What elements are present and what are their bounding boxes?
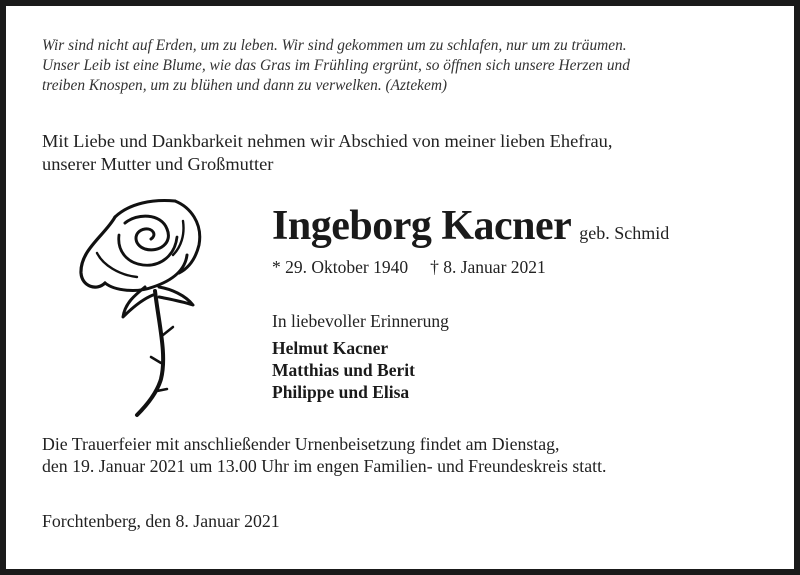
place-and-date: Forchtenberg, den 8. Januar 2021	[42, 511, 280, 531]
poem-line: Wir sind nicht auf Erden, um zu leben. Wir sind gekommen um zu schlafen, nur um zu träumen.	[42, 37, 627, 54]
memory-heading: In liebevoller Erinnerung	[272, 311, 449, 331]
mourners-list	[272, 337, 415, 403]
mourner-name: Philippe und Elisa	[272, 382, 410, 402]
rose-icon	[75, 195, 210, 420]
farewell-intro	[42, 130, 612, 176]
poem-line: Unser Leib ist eine Blume, wie das Gras im Frühling ergrünt, so öffnen sich unsere Herzen und	[42, 57, 630, 74]
intro-line: unserer Mutter und Großmutter	[42, 154, 274, 174]
deceased-name: Ingeborg Kacner	[272, 203, 572, 249]
ceremony-notice	[42, 433, 606, 477]
mourner-name: Matthias und Berit	[272, 360, 415, 380]
mourner-name: Helmut Kacner	[272, 338, 389, 358]
ceremony-line: den 19. Januar 2021 um 13.00 Uhr im engen Familien- und Freundeskreis statt.	[42, 456, 607, 476]
life-dates	[272, 257, 546, 278]
deceased-name-line	[272, 202, 669, 250]
intro-line: Mit Liebe und Dankbarkeit nehmen wir Abschied von meiner lieben Ehefrau,	[42, 131, 613, 151]
ceremony-line: Die Trauerfeier mit anschließender Urnenbeisetzung findet am Dienstag,	[42, 434, 560, 454]
poem-line: treiben Knospen, um zu blühen und dann zu verwelken. (Aztekem)	[42, 77, 448, 94]
birth-date: * 29. Oktober 1940	[272, 257, 409, 277]
death-date: † 8. Januar 2021	[430, 257, 546, 277]
poem-quote	[42, 36, 772, 96]
maiden-name: geb. Schmid	[579, 223, 670, 243]
